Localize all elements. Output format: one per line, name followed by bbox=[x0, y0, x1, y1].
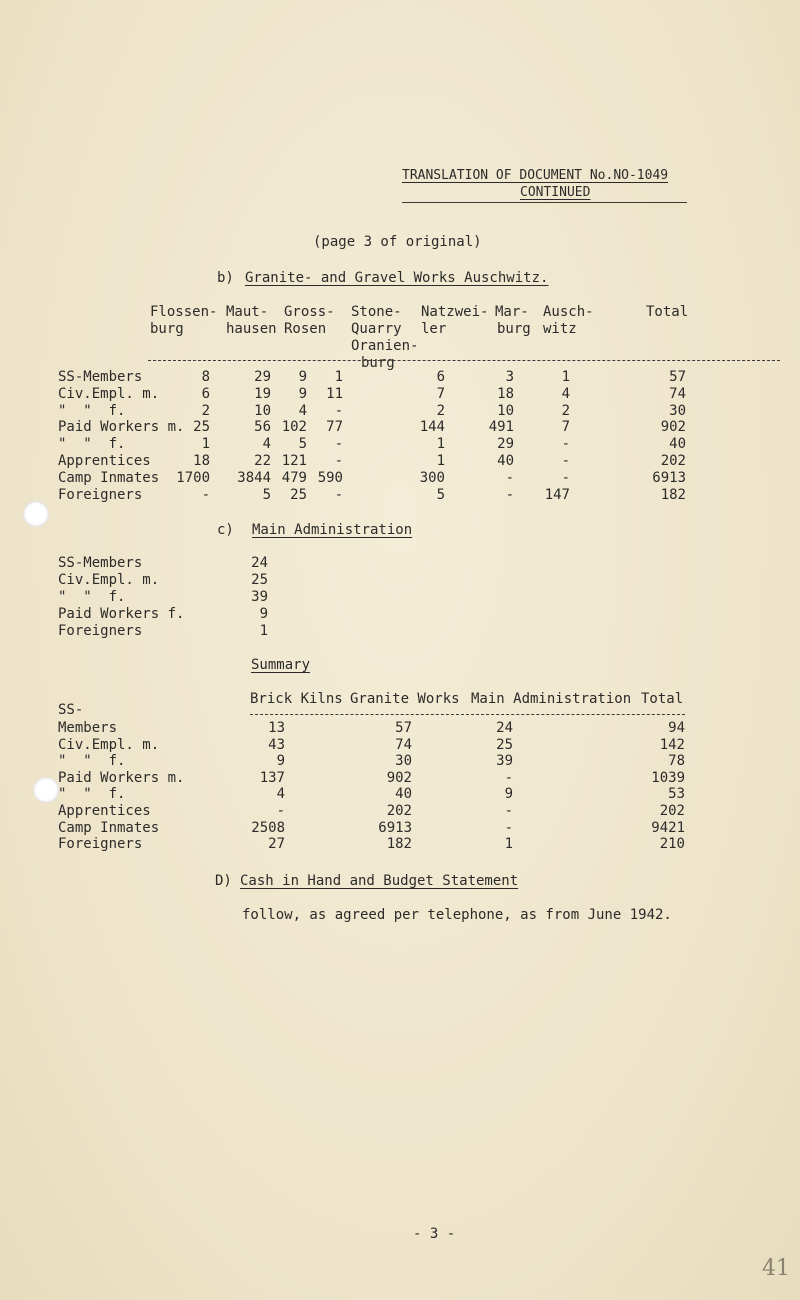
section-b-cell: 18 bbox=[193, 453, 210, 469]
summary-cell: 137 bbox=[259, 769, 285, 786]
summary-cell: 39 bbox=[496, 753, 513, 770]
summary-cell: - bbox=[504, 819, 513, 836]
summary-cell: 57 bbox=[395, 720, 412, 736]
summary-cell: 9 bbox=[504, 786, 513, 803]
section-b-cell: 29 bbox=[497, 436, 514, 453]
summary-header-rule bbox=[250, 714, 685, 715]
section-b-cell: 4 bbox=[298, 402, 307, 419]
section-b-row-label: " " f. bbox=[58, 436, 126, 453]
section-b-cell: 40 bbox=[497, 453, 514, 469]
summary-cell: 6913 bbox=[378, 819, 412, 836]
summary-cell: 4 bbox=[276, 786, 285, 803]
section-b-row-label: Paid Workers m. bbox=[58, 419, 185, 436]
section-b-cell: 74 bbox=[669, 385, 686, 402]
summary-cell: - bbox=[504, 803, 513, 819]
section-b-cell: 1 bbox=[334, 369, 343, 385]
summary-label-head: SS- bbox=[58, 702, 84, 718]
section-b-cell: - bbox=[561, 469, 570, 486]
section-b-cell: 40 bbox=[669, 436, 686, 453]
section-d-prefix: D) bbox=[215, 873, 232, 889]
summary-cell: 2508 bbox=[251, 819, 285, 836]
section-b-cell: 57 bbox=[669, 369, 686, 385]
section-b-cell: 1 bbox=[436, 436, 445, 453]
section-b-cell: 147 bbox=[544, 486, 570, 503]
page-reference: (page 3 of original) bbox=[313, 234, 482, 250]
section-b-row-label: " " f. bbox=[58, 402, 126, 419]
section-b-cell: 479 bbox=[281, 469, 307, 486]
summary-title: Summary bbox=[251, 657, 311, 673]
section-c-cell: 1 bbox=[259, 623, 268, 639]
section-b-cell: 1 bbox=[436, 453, 445, 469]
section-c-row-label: Civ.Empl. m. bbox=[58, 572, 160, 588]
section-b-cell: 121 bbox=[281, 453, 307, 469]
section-b-cell: - bbox=[561, 436, 570, 453]
section-b-row-label: SS-Members bbox=[58, 369, 143, 385]
summary-row-label: Members bbox=[58, 720, 118, 736]
section-b-cell: 9 bbox=[298, 385, 307, 402]
section-b-column-header: Total bbox=[646, 304, 689, 320]
summary-cell: 25 bbox=[496, 736, 513, 753]
section-b-column-header: Rosen bbox=[284, 321, 327, 337]
summary-cell: 9 bbox=[276, 753, 285, 770]
section-b-cell: - bbox=[505, 486, 514, 503]
handwritten-page-mark: 41 bbox=[762, 1256, 790, 1281]
section-b-cell: - bbox=[334, 402, 343, 419]
section-b-column-header: burg bbox=[361, 355, 395, 371]
section-b-cell: 8 bbox=[201, 369, 210, 385]
page-number: - 3 - bbox=[413, 1226, 456, 1242]
section-c-title: Main Administration bbox=[252, 522, 413, 538]
section-b-cell: 7 bbox=[561, 419, 570, 436]
section-b-cell: 902 bbox=[660, 419, 686, 436]
section-b-column-header: Flossen- bbox=[150, 304, 218, 320]
continued-label: CONTINUED bbox=[520, 185, 591, 200]
section-c-row-label: Foreigners bbox=[58, 623, 143, 639]
section-b-cell: 9 bbox=[298, 369, 307, 385]
summary-cell: 202 bbox=[386, 803, 412, 819]
section-b-cell: 144 bbox=[419, 419, 445, 436]
section-b-cell: 29 bbox=[254, 369, 271, 385]
summary-cell: 182 bbox=[386, 836, 412, 853]
section-b-cell: - bbox=[201, 486, 210, 503]
section-b-column-header: Maut- bbox=[226, 304, 269, 320]
section-b-prefix: b) bbox=[217, 270, 234, 286]
section-b-cell: 6 bbox=[201, 385, 210, 402]
section-b-cell: 5 bbox=[436, 486, 445, 503]
section-b-cell: 10 bbox=[254, 402, 271, 419]
summary-cell: 30 bbox=[395, 753, 412, 770]
summary-cell: - bbox=[276, 803, 285, 819]
section-b-cell: 5 bbox=[298, 436, 307, 453]
section-b-column-header: burg bbox=[150, 321, 184, 337]
section-b-header-rule bbox=[148, 360, 780, 361]
summary-column-header: Granite Works bbox=[350, 691, 460, 707]
summary-cell: 202 bbox=[659, 803, 685, 819]
section-b-cell: - bbox=[334, 486, 343, 503]
section-b-cell: 25 bbox=[193, 419, 210, 436]
section-b-column-header: ler bbox=[421, 321, 447, 337]
summary-cell: - bbox=[504, 769, 513, 786]
summary-column-header: Total bbox=[641, 691, 684, 707]
summary-cell: 210 bbox=[659, 836, 685, 853]
section-b-cell: 56 bbox=[254, 419, 271, 436]
summary-cell: 142 bbox=[659, 736, 685, 753]
section-b-cell: 4 bbox=[561, 385, 570, 402]
punch-hole-bottom bbox=[33, 777, 59, 803]
section-b-cell: 1700 bbox=[176, 469, 210, 486]
section-b-cell: 2 bbox=[561, 402, 570, 419]
summary-column-header: Main Administration bbox=[471, 691, 632, 707]
summary-cell: 1 bbox=[504, 836, 513, 853]
section-c-cell: 25 bbox=[251, 572, 268, 588]
section-b-row-label: Apprentices bbox=[58, 453, 151, 469]
section-b-column-header: Ausch- bbox=[543, 304, 594, 320]
section-b-column-header: Natzwei- bbox=[421, 304, 489, 320]
section-b-cell: 77 bbox=[326, 419, 343, 436]
section-b-cell: 6913 bbox=[652, 469, 686, 486]
summary-row-label: Paid Workers m. bbox=[58, 769, 185, 786]
section-c-cell: 39 bbox=[251, 589, 268, 605]
section-b-column-header: hausen bbox=[226, 321, 277, 337]
section-b-cell: 25 bbox=[290, 486, 307, 503]
summary-cell: 74 bbox=[395, 736, 412, 753]
section-d-text: follow, as agreed per telephone, as from June 1942. bbox=[242, 907, 672, 923]
summary-cell: 902 bbox=[386, 769, 412, 786]
section-b-cell: 11 bbox=[326, 385, 343, 402]
section-b-cell: 102 bbox=[281, 419, 307, 436]
section-c-cell: 9 bbox=[259, 606, 268, 622]
section-b-cell: 1 bbox=[201, 436, 210, 453]
section-b-column-header: Quarry bbox=[351, 321, 402, 337]
section-c-cell: 24 bbox=[251, 555, 268, 571]
section-b-column-header: Oranien- bbox=[351, 338, 419, 354]
summary-cell: 40 bbox=[395, 786, 412, 803]
section-b-cell: 3 bbox=[505, 369, 514, 385]
translation-header: TRANSLATION OF DOCUMENT No.NO-1049 bbox=[402, 168, 669, 183]
summary-row-label: Camp Inmates bbox=[58, 819, 160, 836]
header-rule bbox=[402, 202, 687, 203]
summary-row-label: " " f. bbox=[58, 786, 126, 803]
summary-row-label: " " f. bbox=[58, 753, 126, 770]
section-b-cell: 202 bbox=[660, 453, 686, 469]
section-b-column-header: burg bbox=[497, 321, 531, 337]
summary-row-label: Foreigners bbox=[58, 836, 143, 853]
summary-cell: 27 bbox=[268, 836, 285, 853]
summary-cell: 9421 bbox=[651, 819, 685, 836]
section-b-cell: 1 bbox=[561, 369, 570, 385]
section-b-cell: 6 bbox=[436, 369, 445, 385]
section-b-cell: 2 bbox=[201, 402, 210, 419]
section-b-cell: 30 bbox=[669, 402, 686, 419]
section-b-cell: - bbox=[334, 453, 343, 469]
summary-cell: 78 bbox=[668, 753, 685, 770]
section-b-row-label: Civ.Empl. m. bbox=[58, 385, 160, 402]
section-b-cell: - bbox=[561, 453, 570, 469]
punch-hole-top bbox=[23, 501, 49, 527]
section-c-row-label: SS-Members bbox=[58, 555, 143, 571]
section-b-row-label: Camp Inmates bbox=[58, 469, 160, 486]
section-b-column-header: Mar- bbox=[495, 304, 529, 320]
section-b-cell: 590 bbox=[317, 469, 343, 486]
section-c-row-label: Paid Workers f. bbox=[58, 606, 185, 622]
section-b-cell: 4 bbox=[262, 436, 271, 453]
section-b-cell: 7 bbox=[436, 385, 445, 402]
section-b-cell: 491 bbox=[488, 419, 514, 436]
summary-cell: 53 bbox=[668, 786, 685, 803]
summary-cell: 94 bbox=[668, 720, 685, 736]
section-b-title: Granite- and Gravel Works Auschwitz. bbox=[245, 270, 549, 286]
section-b-row-label: Foreigners bbox=[58, 486, 143, 503]
section-b-column-header: Stone- bbox=[351, 304, 402, 320]
section-b-cell: 22 bbox=[254, 453, 271, 469]
section-b-cell: 182 bbox=[660, 486, 686, 503]
summary-row-label: Civ.Empl. m. bbox=[58, 736, 160, 753]
section-b-cell: 300 bbox=[419, 469, 445, 486]
section-c-prefix: c) bbox=[217, 522, 234, 538]
section-b-cell: 5 bbox=[262, 486, 271, 503]
summary-cell: 13 bbox=[268, 720, 285, 736]
section-b-column-header: Gross- bbox=[284, 304, 335, 320]
section-b-cell: - bbox=[505, 469, 514, 486]
summary-cell: 24 bbox=[496, 720, 513, 736]
summary-cell: 43 bbox=[268, 736, 285, 753]
section-b-cell: 3844 bbox=[237, 469, 271, 486]
section-b-cell: 18 bbox=[497, 385, 514, 402]
summary-column-header: Brick Kilns bbox=[250, 691, 343, 707]
section-d-title: Cash in Hand and Budget Statement bbox=[240, 873, 519, 889]
section-b-cell: - bbox=[334, 436, 343, 453]
summary-row-label: Apprentices bbox=[58, 803, 151, 819]
section-b-cell: 2 bbox=[436, 402, 445, 419]
section-b-column-header: witz bbox=[543, 321, 577, 337]
section-b-cell: 19 bbox=[254, 385, 271, 402]
section-b-cell: 10 bbox=[497, 402, 514, 419]
summary-cell: 1039 bbox=[651, 769, 685, 786]
section-c-row-label: " " f. bbox=[58, 589, 126, 605]
